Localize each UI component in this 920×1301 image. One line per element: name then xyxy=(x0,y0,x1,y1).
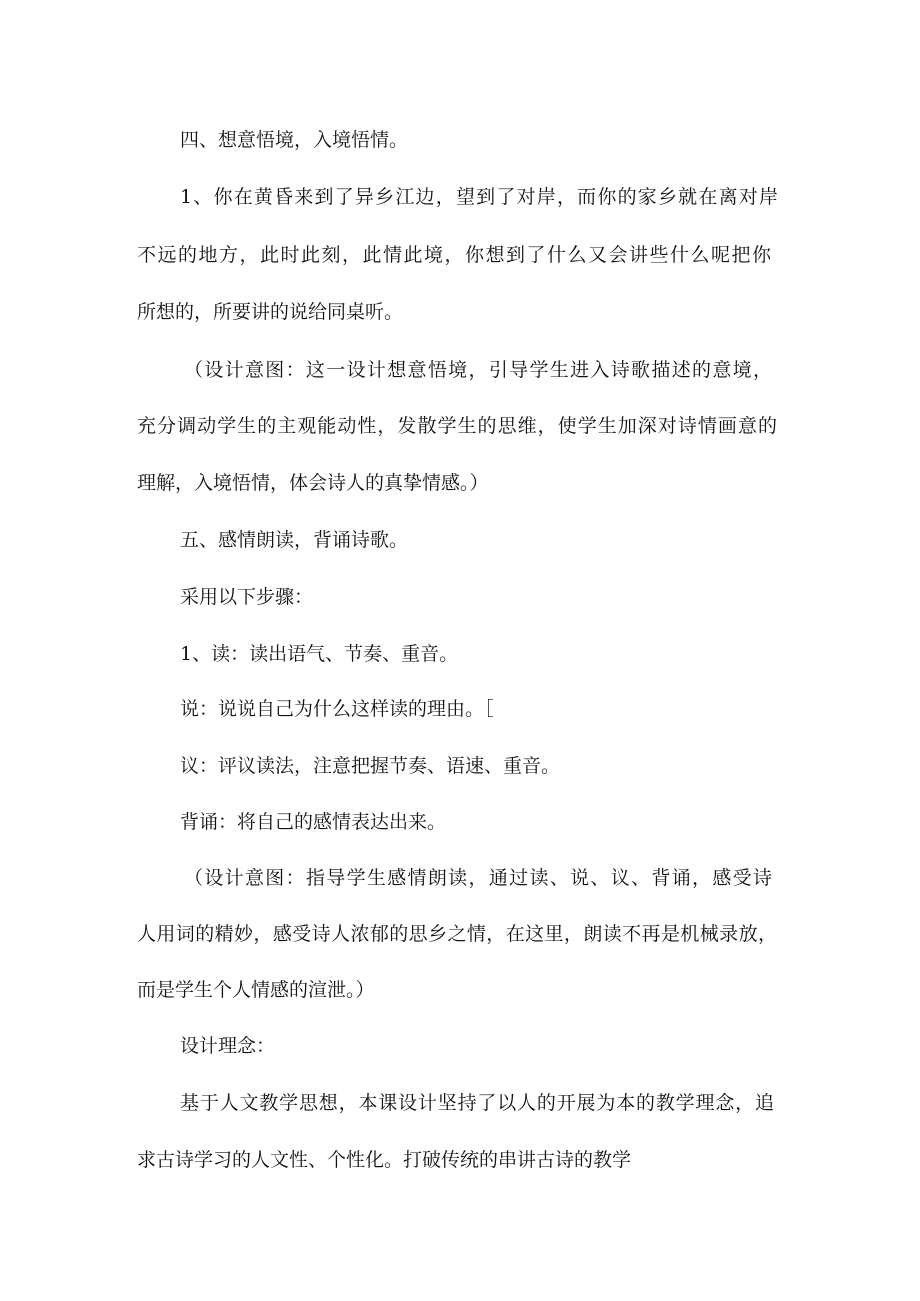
paragraph-line: 人用词的精妙，感受诗人浓郁的思乡之情，在这里，朗读不再是机械录放， xyxy=(137,923,777,945)
paragraph-line: 所想的，所要讲的说给同桌听。 xyxy=(137,301,404,323)
list-item: 背诵：将自己的感情表达出来。 xyxy=(180,811,447,833)
list-item: 议：评议读法，注意把握节奏、语速、重音。 xyxy=(180,755,561,777)
section-heading-design-concept: 设计理念： xyxy=(180,1035,276,1057)
section-heading-four: 四、想意悟境，入境悟情。 xyxy=(180,129,409,151)
paragraph-line: （设计意图：指导学生感情朗读，通过读、说、议、背诵，感受诗 xyxy=(184,867,772,889)
paragraph-line: 不远的地方，此时此刻，此情此境，你想到了什么又会讲些什么呢把你 xyxy=(137,244,771,266)
paragraph-line: 求古诗学习的人文性、个性化。打破传统的串讲古诗的教学 xyxy=(137,1149,632,1171)
paragraph-line: 采用以下步骤： xyxy=(180,586,314,608)
paragraph-line: 理解，入境悟情，体会诗人的真挚情感。） xyxy=(137,472,489,494)
paragraph-line: 充分调动学生的主观能动性，发散学生的思维，使学生加深对诗情画意的 xyxy=(137,415,777,437)
list-item: 说：说说自己为什么这样读的理由。［ xyxy=(180,698,494,720)
paragraph-line: 基于人文教学思想，本课设计坚持了以人的开展为本的教学理念，追 xyxy=(180,1092,774,1114)
paragraph-line: （设计意图：这一设计想意悟境，引导学生进入诗歌描述的意境， xyxy=(184,359,772,381)
paragraph-line: 而是学生个人情感的渲泄。） xyxy=(137,979,375,1001)
list-item: 1、读：读出语气、节奏、重音。 xyxy=(180,643,459,665)
paragraph-line: 1、你在黄昏来到了异乡江边，望到了对岸，而你的家乡就在离对岸 xyxy=(180,186,778,208)
section-heading-five: 五、感情朗读，背诵诗歌。 xyxy=(180,529,409,551)
